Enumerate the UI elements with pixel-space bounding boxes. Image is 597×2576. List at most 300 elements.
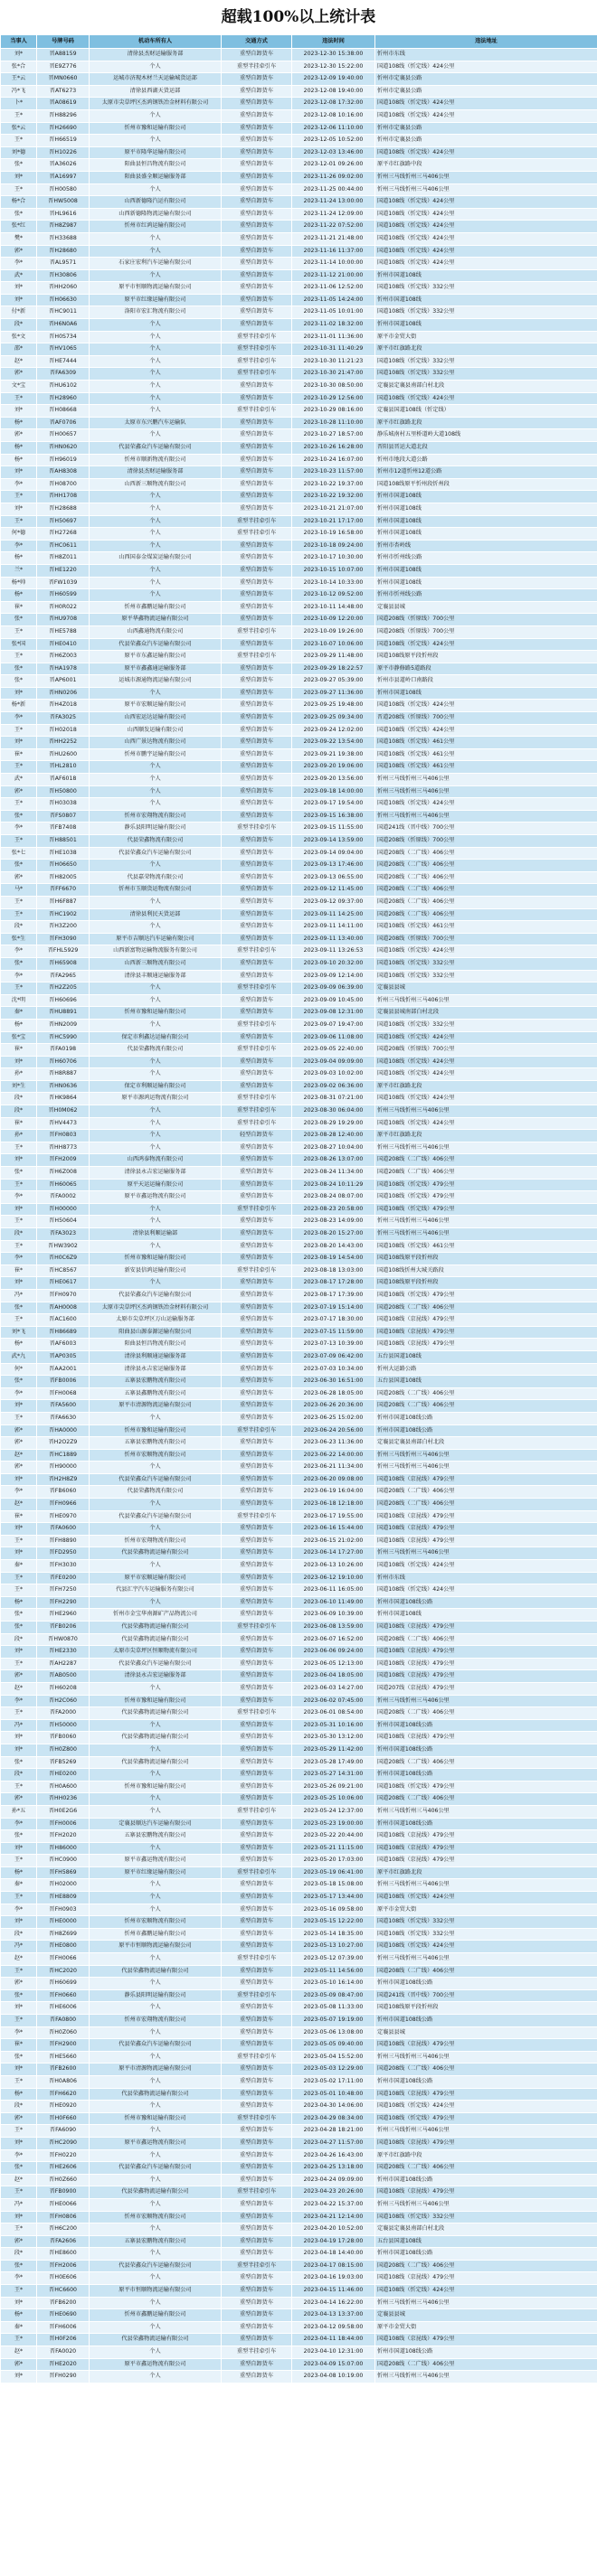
cell-vehicle-type: 重型自卸货车 bbox=[222, 1892, 292, 1904]
cell-plate: 晋H8Z987 bbox=[37, 221, 90, 233]
cell-owner: 忻州市宏顺物流有限公司 bbox=[90, 1916, 222, 1929]
cell-owner: 个人 bbox=[90, 343, 222, 356]
cell-owner: 个人 bbox=[90, 355, 222, 368]
table-row bbox=[1, 2015, 597, 2027]
cell-owner: 个人 bbox=[90, 994, 222, 1007]
cell-violation-time: 2023-11-02 18:32:00 bbox=[292, 319, 375, 332]
table-row bbox=[1, 135, 597, 147]
table-row bbox=[1, 1486, 597, 1499]
cell-violation-address: 忻州三马线忻州三马406公里 bbox=[375, 2051, 597, 2064]
cell-party: 王* bbox=[1, 982, 37, 995]
cell-violation-address: 国道108线（忻定线）479公里 bbox=[375, 1781, 597, 1793]
cell-party: 王* bbox=[1, 491, 37, 503]
table-row bbox=[1, 2137, 597, 2149]
cell-violation-time: 2023-10-17 10:30:00 bbox=[292, 552, 375, 565]
table-row bbox=[1, 1191, 597, 1204]
cell-violation-time: 2023-05-03 12:29:00 bbox=[292, 2064, 375, 2076]
table-row bbox=[1, 1596, 597, 1609]
cell-party: 张* bbox=[1, 2260, 37, 2272]
cell-violation-address: 原平市红旗路中段 bbox=[375, 2149, 597, 2162]
table-row bbox=[1, 98, 597, 110]
cell-plate: 晋FD2950 bbox=[37, 1547, 90, 1560]
table-row bbox=[1, 1080, 597, 1093]
cell-party: 郭* bbox=[1, 245, 37, 258]
cell-violation-address: 国道108线（忻定线）332公里 bbox=[375, 1928, 597, 1941]
cell-plate: 晋FH6006 bbox=[37, 2321, 90, 2334]
cell-owner: 静乐县阳明运输有限公司 bbox=[90, 823, 222, 835]
cell-violation-address: 忻州市国道108线公路 bbox=[375, 1818, 597, 1830]
cell-violation-time: 2023-04-23 20:26:00 bbox=[292, 2186, 375, 2199]
cell-owner: 五寨县宏鹏物流有限公司 bbox=[90, 1437, 222, 1450]
cell-plate: 晋HU2600 bbox=[37, 748, 90, 761]
cell-plate: 晋H00580 bbox=[37, 183, 90, 196]
cell-plate: 晋FA0020 bbox=[37, 2346, 90, 2359]
cell-violation-time: 2023-12-03 13:46:00 bbox=[292, 146, 375, 159]
cell-violation-address: 国道108线（京昆线）479公里 bbox=[375, 1842, 597, 1855]
cell-violation-address: 国道208线（二广线）406公里 bbox=[375, 2358, 597, 2371]
cell-violation-time: 2023-07-19 15:14:00 bbox=[292, 1302, 375, 1314]
cell-party: 王* bbox=[1, 1314, 37, 1327]
cell-party: 刘* bbox=[1, 1732, 37, 1744]
table-row bbox=[1, 810, 597, 823]
table-row bbox=[1, 306, 597, 319]
cell-owner: 清徐县杰财运输服务部 bbox=[90, 49, 222, 61]
cell-plate: 晋H8Z699 bbox=[37, 1928, 90, 1941]
cell-vehicle-type: 重型自卸货车 bbox=[222, 1535, 292, 1547]
cell-violation-time: 2023-05-04 15:52:00 bbox=[292, 2051, 375, 2064]
cell-plate: 晋H33688 bbox=[37, 232, 90, 245]
cell-party: 杨*新 bbox=[1, 700, 37, 712]
cell-plate: 晋H50000 bbox=[37, 1719, 90, 1732]
table-row bbox=[1, 1203, 597, 1216]
cell-plate: 晋H6Z003 bbox=[37, 651, 90, 663]
cell-vehicle-type: 重型自卸货车 bbox=[222, 2358, 292, 2371]
cell-violation-time: 2023-05-15 12:22:00 bbox=[292, 1916, 375, 1929]
cell-party: 刘* bbox=[1, 282, 37, 295]
cell-owner: 个人 bbox=[90, 1105, 222, 1118]
table-row bbox=[1, 2186, 597, 2199]
cell-violation-address: 国道108线（京昆线）479公里 bbox=[375, 1732, 597, 1744]
cell-party: 刘* bbox=[1, 2211, 37, 2223]
table-row bbox=[1, 1622, 597, 1634]
cell-vehicle-type: 重型自卸货车 bbox=[222, 700, 292, 712]
cell-violation-address: 国道108线（忻定线）461公里 bbox=[375, 737, 597, 749]
cell-owner: 个人 bbox=[90, 577, 222, 589]
table-row bbox=[1, 429, 597, 442]
cell-violation-time: 2023-09-10 20:32:00 bbox=[292, 957, 375, 970]
cell-violation-time: 2023-10-27 18:57:00 bbox=[292, 429, 375, 442]
cell-owner: 代县荣鑫物流运输有限公司 bbox=[90, 2186, 222, 2199]
cell-owner: 保定市利顺运输有限公司 bbox=[90, 1080, 222, 1093]
table-row bbox=[1, 528, 597, 541]
cell-owner: 个人 bbox=[90, 761, 222, 774]
cell-violation-time: 2023-08-31 07:21:00 bbox=[292, 1093, 375, 1105]
cell-plate: 晋H6N0A6 bbox=[37, 319, 90, 332]
cell-vehicle-type: 重型自卸货车 bbox=[222, 454, 292, 466]
table-row bbox=[1, 957, 597, 970]
cell-owner: 太原市尖草坪区恒顺物流有限公司 bbox=[90, 1646, 222, 1659]
cell-violation-time: 2023-06-18 12:18:00 bbox=[292, 1499, 375, 1511]
cell-owner: 原平市隆华运输有限公司 bbox=[90, 146, 222, 159]
table-row bbox=[1, 552, 597, 565]
cell-plate: 晋HN0620 bbox=[37, 442, 90, 455]
cell-plate: 晋FB2600 bbox=[37, 2064, 90, 2076]
cell-violation-time: 2023-10-12 09:52:00 bbox=[292, 589, 375, 602]
cell-party: 刘* bbox=[1, 1646, 37, 1659]
cell-violation-address: 忻州市国道108线 bbox=[375, 1609, 597, 1622]
cell-plate: 晋HC2020 bbox=[37, 1965, 90, 1978]
cell-party: 刘* bbox=[1, 1523, 37, 1536]
table-row bbox=[1, 1019, 597, 1031]
cell-violation-time: 2023-06-08 13:59:00 bbox=[292, 1622, 375, 1634]
cell-vehicle-type: 重型自卸货车 bbox=[222, 1167, 292, 1180]
cell-vehicle-type: 重型自卸货车 bbox=[222, 122, 292, 135]
cell-party: 张*红 bbox=[1, 221, 37, 233]
table-row bbox=[1, 2285, 597, 2298]
cell-party: 段* bbox=[1, 2248, 37, 2261]
cell-vehicle-type: 重型自卸货车 bbox=[222, 2149, 292, 2162]
cell-violation-address: 原平市金贸大街 bbox=[375, 2321, 597, 2334]
cell-party: 刘* bbox=[1, 1056, 37, 1068]
cell-party: 刘* bbox=[1, 171, 37, 183]
cell-violation-time: 2023-09-11 14:25:00 bbox=[292, 908, 375, 921]
cell-plate: 晋AF6003 bbox=[37, 1339, 90, 1351]
cell-violation-address: 忻州三马线忻州三马406公里 bbox=[375, 1879, 597, 1892]
cell-violation-address: 忻州市东线 bbox=[375, 1572, 597, 1584]
cell-violation-address: 国道108线（忻定线）479公里 bbox=[375, 1203, 597, 1216]
cell-plate: 晋HE2606 bbox=[37, 2162, 90, 2175]
cell-owner: 个人 bbox=[90, 798, 222, 811]
cell-violation-time: 2023-09-13 06:55:00 bbox=[292, 871, 375, 884]
table-row bbox=[1, 1879, 597, 1892]
cell-plate: 晋HV4473 bbox=[37, 1117, 90, 1130]
column-header-plate: 号牌号码 bbox=[37, 35, 90, 49]
cell-party: 刘*生 bbox=[1, 1080, 37, 1093]
cell-violation-time: 2023-05-26 09:21:00 bbox=[292, 1781, 375, 1793]
cell-vehicle-type: 重型自卸货车 bbox=[222, 638, 292, 651]
table-row bbox=[1, 1387, 597, 1400]
table-row bbox=[1, 1350, 597, 1363]
cell-violation-time: 2023-06-15 21:02:00 bbox=[292, 1535, 375, 1547]
cell-party: 杨* bbox=[1, 2309, 37, 2322]
cell-violation-time: 2023-09-14 09:04:00 bbox=[292, 847, 375, 860]
cell-party: 王*云 bbox=[1, 73, 37, 86]
cell-plate: 晋FS0807 bbox=[37, 810, 90, 823]
cell-party: 秦* bbox=[1, 2321, 37, 2334]
cell-vehicle-type: 重型半挂牵引车 bbox=[222, 1117, 292, 1130]
cell-party: 杨* bbox=[1, 454, 37, 466]
cell-party: 刘* bbox=[1, 1744, 37, 1756]
cell-violation-time: 2023-09-27 05:39:00 bbox=[292, 675, 375, 688]
cell-plate: 晋H0Z800 bbox=[37, 1744, 90, 1756]
cell-violation-address: 国道208线（二广线）406公里 bbox=[375, 896, 597, 908]
table-row bbox=[1, 1769, 597, 1782]
cell-plate: 晋H0Z060 bbox=[37, 2026, 90, 2039]
cell-party: 樊* bbox=[1, 232, 37, 245]
cell-party: 王* bbox=[1, 1216, 37, 1228]
cell-vehicle-type: 重型半挂牵引车 bbox=[222, 2186, 292, 2199]
cell-party: 秦* bbox=[1, 1007, 37, 1020]
cell-vehicle-type: 重型自卸货车 bbox=[222, 1793, 292, 1806]
table-row bbox=[1, 1793, 597, 1806]
cell-owner: 个人 bbox=[90, 2051, 222, 2064]
cell-owner: 个人 bbox=[90, 2075, 222, 2088]
cell-plate: 晋FH3030 bbox=[37, 1560, 90, 1573]
table-row bbox=[1, 417, 597, 429]
cell-vehicle-type: 重型半挂牵引车 bbox=[222, 368, 292, 381]
cell-plate: 晋H60208 bbox=[37, 1682, 90, 1695]
cell-violation-address: 忻州三马线忻州三马406公里 bbox=[375, 1953, 597, 1966]
cell-violation-address: 国道108线（忻定线）479公里 bbox=[375, 1191, 597, 1204]
cell-vehicle-type: 重型自卸货车 bbox=[222, 2075, 292, 2088]
cell-vehicle-type: 重型自卸货车 bbox=[222, 835, 292, 848]
table-row bbox=[1, 2211, 597, 2223]
cell-party: 王* bbox=[1, 2186, 37, 2199]
cell-vehicle-type: 重型自卸货车 bbox=[222, 1646, 292, 1659]
cell-violation-address: 国道108线（忻定线）424公里 bbox=[375, 945, 597, 958]
cell-party: 王* bbox=[1, 1855, 37, 1867]
cell-vehicle-type: 重型自卸货车 bbox=[222, 381, 292, 393]
cell-owner: 个人 bbox=[90, 774, 222, 786]
table-row bbox=[1, 1855, 597, 1867]
cell-plate: 晋H0A600 bbox=[37, 1781, 90, 1793]
cell-vehicle-type: 重型半挂牵引车 bbox=[222, 1622, 292, 1634]
cell-violation-address: 国道208线（二广线）406公里 bbox=[375, 1387, 597, 1400]
cell-party: 杨* bbox=[1, 1596, 37, 1609]
table-row bbox=[1, 737, 597, 749]
cell-plate: 晋H0R022 bbox=[37, 601, 90, 614]
cell-plate: 晋H0F660 bbox=[37, 2112, 90, 2125]
cell-violation-address: 忻州三马线忻州三马406公里 bbox=[375, 1805, 597, 1818]
cell-party: 王* bbox=[1, 2075, 37, 2088]
table-row bbox=[1, 405, 597, 418]
cell-party: 崔* bbox=[1, 1044, 37, 1057]
cell-violation-time: 2023-05-12 07:39:00 bbox=[292, 1953, 375, 1966]
cell-violation-time: 2023-06-06 09:24:00 bbox=[292, 1646, 375, 1659]
cell-violation-time: 2023-04-19 17:28:00 bbox=[292, 2235, 375, 2248]
cell-plate: 晋H0C6Z9 bbox=[37, 1253, 90, 1265]
cell-plate: 晋HE8809 bbox=[37, 1892, 90, 1904]
cell-party: 赵* bbox=[1, 1449, 37, 1462]
cell-violation-time: 2023-06-24 20:56:00 bbox=[292, 1424, 375, 1437]
cell-violation-address: 国道208线（二广线）406公里 bbox=[375, 884, 597, 897]
cell-plate: 晋H02018 bbox=[37, 724, 90, 737]
cell-owner: 运城市源通物流运输有限公司 bbox=[90, 675, 222, 688]
cell-plate: 晋FA6309 bbox=[37, 368, 90, 381]
cell-vehicle-type: 重型半挂牵引车 bbox=[222, 1989, 292, 2002]
cell-vehicle-type: 重型自卸货车 bbox=[222, 392, 292, 405]
cell-violation-time: 2023-11-16 11:37:00 bbox=[292, 245, 375, 258]
cell-plate: 晋HW3902 bbox=[37, 1240, 90, 1253]
cell-plate: 晋H60699 bbox=[37, 1978, 90, 1990]
cell-owner: 个人 bbox=[90, 1462, 222, 1474]
cell-violation-address: 国道108线（京昆线）479公里 bbox=[375, 2334, 597, 2346]
cell-party: 马* bbox=[1, 884, 37, 897]
cell-owner: 山西宏运达运输有限公司 bbox=[90, 712, 222, 725]
cell-party: 邵* bbox=[1, 343, 37, 356]
cell-violation-time: 2023-05-30 13:12:00 bbox=[292, 1732, 375, 1744]
cell-party: 王* bbox=[1, 1240, 37, 1253]
cell-party: 李* bbox=[1, 2272, 37, 2285]
table-row bbox=[1, 2198, 597, 2211]
cell-owner: 代县荣鑫众汽车运输有限公司 bbox=[90, 2162, 222, 2175]
cell-party: 冯*飞 bbox=[1, 85, 37, 98]
cell-vehicle-type: 重型自卸货车 bbox=[222, 552, 292, 565]
table-row bbox=[1, 1805, 597, 1818]
cell-plate: 晋HH2252 bbox=[37, 737, 90, 749]
cell-vehicle-type: 重型自卸货车 bbox=[222, 908, 292, 921]
cell-vehicle-type: 重型半挂牵引车 bbox=[222, 1093, 292, 1105]
table-row bbox=[1, 1216, 597, 1228]
cell-party: 付*新 bbox=[1, 306, 37, 319]
cell-party: 王* bbox=[1, 2285, 37, 2298]
cell-violation-address: 国道108线原平段忻州段 bbox=[375, 651, 597, 663]
cell-owner: 原平市东鑫运输有限公司 bbox=[90, 651, 222, 663]
cell-violation-time: 2023-04-28 18:21:00 bbox=[292, 2125, 375, 2138]
cell-plate: 晋FH2006 bbox=[37, 2260, 90, 2272]
cell-plate: 晋FA6630 bbox=[37, 1412, 90, 1424]
cell-party: 崔* bbox=[1, 748, 37, 761]
cell-violation-address: 原平市红旗路北段 bbox=[375, 1080, 597, 1093]
cell-vehicle-type: 重型自卸货车 bbox=[222, 785, 292, 798]
cell-violation-address: 忻州三马线忻州三马406公里 bbox=[375, 171, 597, 183]
cell-vehicle-type: 重型半挂牵引车 bbox=[222, 2051, 292, 2064]
cell-vehicle-type: 重型自卸货车 bbox=[222, 724, 292, 737]
cell-plate: 晋FH0006 bbox=[37, 1818, 90, 1830]
table-row bbox=[1, 2051, 597, 2064]
cell-plate: 晋HE1038 bbox=[37, 847, 90, 860]
cell-plate: 晋HH2060 bbox=[37, 282, 90, 295]
cell-party: 刘* bbox=[1, 2064, 37, 2076]
table-row bbox=[1, 638, 597, 651]
table-row bbox=[1, 2346, 597, 2359]
cell-owner: 个人 bbox=[90, 1068, 222, 1081]
cell-vehicle-type: 重型自卸货车 bbox=[222, 675, 292, 688]
cell-plate: 晋FA0198 bbox=[37, 1044, 90, 1057]
cell-violation-time: 2023-07-09 06:42:00 bbox=[292, 1350, 375, 1363]
cell-violation-time: 2023-08-29 19:29:00 bbox=[292, 1117, 375, 1130]
cell-violation-time: 2023-06-12 19:10:00 bbox=[292, 1572, 375, 1584]
cell-owner: 原平市源鸿运物流有限公司 bbox=[90, 1093, 222, 1105]
cell-violation-address: 国道108线（京昆线）479公里 bbox=[375, 1473, 597, 1486]
cell-vehicle-type: 重型自卸货车 bbox=[222, 1277, 292, 1290]
cell-vehicle-type: 重型自卸货车 bbox=[222, 1253, 292, 1265]
cell-vehicle-type: 重型自卸货车 bbox=[222, 1499, 292, 1511]
cell-plate: 晋HH0236 bbox=[37, 1793, 90, 1806]
cell-violation-address: 定襄县定襄县南部白村北段 bbox=[375, 1437, 597, 1450]
cell-vehicle-type: 重型自卸货车 bbox=[222, 466, 292, 479]
cell-party: 王* bbox=[1, 1584, 37, 1597]
cell-violation-address: 忻州三马线忻州三马406公里 bbox=[375, 183, 597, 196]
table-row bbox=[1, 1044, 597, 1057]
cell-vehicle-type: 重型自卸货车 bbox=[222, 1769, 292, 1782]
table-row bbox=[1, 687, 597, 700]
cell-violation-time: 2023-06-04 18:05:00 bbox=[292, 1670, 375, 1683]
cell-violation-time: 2023-06-30 16:51:00 bbox=[292, 1376, 375, 1388]
table-row bbox=[1, 761, 597, 774]
cell-plate: 晋H0F206 bbox=[37, 2334, 90, 2346]
cell-party: 张* bbox=[1, 1756, 37, 1769]
cell-violation-address: 原平市红旗路北段 bbox=[375, 343, 597, 356]
cell-vehicle-type: 重型自卸货车 bbox=[222, 1437, 292, 1450]
cell-vehicle-type: 重型自卸货车 bbox=[222, 663, 292, 675]
cell-violation-time: 2023-12-30 15:22:00 bbox=[292, 61, 375, 73]
cell-vehicle-type: 重型自卸货车 bbox=[222, 2137, 292, 2149]
cell-plate: 晋H2O2Z9 bbox=[37, 1437, 90, 1450]
cell-party: 杨* bbox=[1, 552, 37, 565]
cell-owner: 个人 bbox=[90, 2223, 222, 2236]
cell-violation-address: 五台县国道108线 bbox=[375, 1376, 597, 1388]
cell-party: 崔* bbox=[1, 1510, 37, 1523]
cell-party: 杨*合 bbox=[1, 196, 37, 209]
cell-violation-address: 国道108线（忻定线）461公里 bbox=[375, 1240, 597, 1253]
cell-violation-time: 2023-09-29 11:48:00 bbox=[292, 651, 375, 663]
cell-plate: 晋H10226 bbox=[37, 146, 90, 159]
cell-owner: 山西鸿泰物流有限公司 bbox=[90, 1154, 222, 1167]
table-row bbox=[1, 1376, 597, 1388]
cell-owner: 个人 bbox=[90, 2321, 222, 2334]
cell-party: 武* bbox=[1, 269, 37, 282]
cell-party: 张* bbox=[1, 1302, 37, 1314]
cell-violation-time: 2023-08-24 11:34:00 bbox=[292, 1167, 375, 1180]
cell-plate: 晋H8Z011 bbox=[37, 552, 90, 565]
cell-party: 张* bbox=[1, 810, 37, 823]
cell-owner: 代县荣鑫众汽车运输有限公司 bbox=[90, 1473, 222, 1486]
table-row bbox=[1, 2149, 597, 2162]
cell-vehicle-type: 重型自卸货车 bbox=[222, 1486, 292, 1499]
cell-violation-time: 2023-08-23 20:58:00 bbox=[292, 1203, 375, 1216]
cell-violation-address: 忻州三马线忻州三马406公里 bbox=[375, 1228, 597, 1241]
cell-owner: 个人 bbox=[90, 2026, 222, 2039]
cell-violation-time: 2023-10-09 19:26:00 bbox=[292, 625, 375, 638]
cell-owner: 个人 bbox=[90, 405, 222, 418]
cell-vehicle-type: 重型自卸货车 bbox=[222, 884, 292, 897]
cell-violation-address: 国道108线（忻定线）424公里 bbox=[375, 1056, 597, 1068]
cell-violation-time: 2023-04-30 14:06:00 bbox=[292, 2101, 375, 2113]
cell-vehicle-type: 重型自卸货车 bbox=[222, 748, 292, 761]
cell-plate: 晋HE5788 bbox=[37, 625, 90, 638]
cell-party: 刘* bbox=[1, 1473, 37, 1486]
cell-violation-time: 2023-09-20 19:06:00 bbox=[292, 761, 375, 774]
cell-plate: 晋H6Z008 bbox=[37, 1167, 90, 1180]
cell-party: 李* bbox=[1, 540, 37, 552]
table-row bbox=[1, 1535, 597, 1547]
cell-vehicle-type: 重型自卸货车 bbox=[222, 135, 292, 147]
cell-violation-address: 国道108线（忻定线）424公里 bbox=[375, 1031, 597, 1044]
cell-violation-time: 2023-10-30 11:21:23 bbox=[292, 355, 375, 368]
cell-violation-address: 忻州三马线忻州三马406公里 bbox=[375, 1695, 597, 1707]
cell-party: 李* bbox=[1, 970, 37, 982]
cell-party: 杨* bbox=[1, 417, 37, 429]
cell-party: 张*宝 bbox=[1, 1031, 37, 1044]
cell-plate: 晋FH0806 bbox=[37, 2211, 90, 2223]
cell-vehicle-type: 重型自卸货车 bbox=[222, 1978, 292, 1990]
cell-party: 刘* bbox=[1, 1203, 37, 1216]
cell-owner: 个人 bbox=[90, 1904, 222, 1916]
cell-violation-address: 国道108线（京昆线）479公里 bbox=[375, 2039, 597, 2052]
cell-violation-time: 2023-05-19 06:41:00 bbox=[292, 1866, 375, 1879]
cell-violation-time: 2023-11-12 21:00:00 bbox=[292, 269, 375, 282]
cell-violation-address: 忻州三马线忻州三马406公里 bbox=[375, 1547, 597, 1560]
table-row bbox=[1, 1056, 597, 1068]
cell-vehicle-type: 重型自卸货车 bbox=[222, 269, 292, 282]
cell-vehicle-type: 重型自卸货车 bbox=[222, 1781, 292, 1793]
cell-party: 赵* bbox=[1, 2174, 37, 2186]
cell-owner: 清徐县杰财运输服务部 bbox=[90, 466, 222, 479]
cell-violation-address: 国道108线（京昆线）479公里 bbox=[375, 1326, 597, 1339]
cell-violation-time: 2023-10-18 09:24:00 bbox=[292, 540, 375, 552]
cell-violation-address: 国道108线（京昆线）479公里 bbox=[375, 1535, 597, 1547]
